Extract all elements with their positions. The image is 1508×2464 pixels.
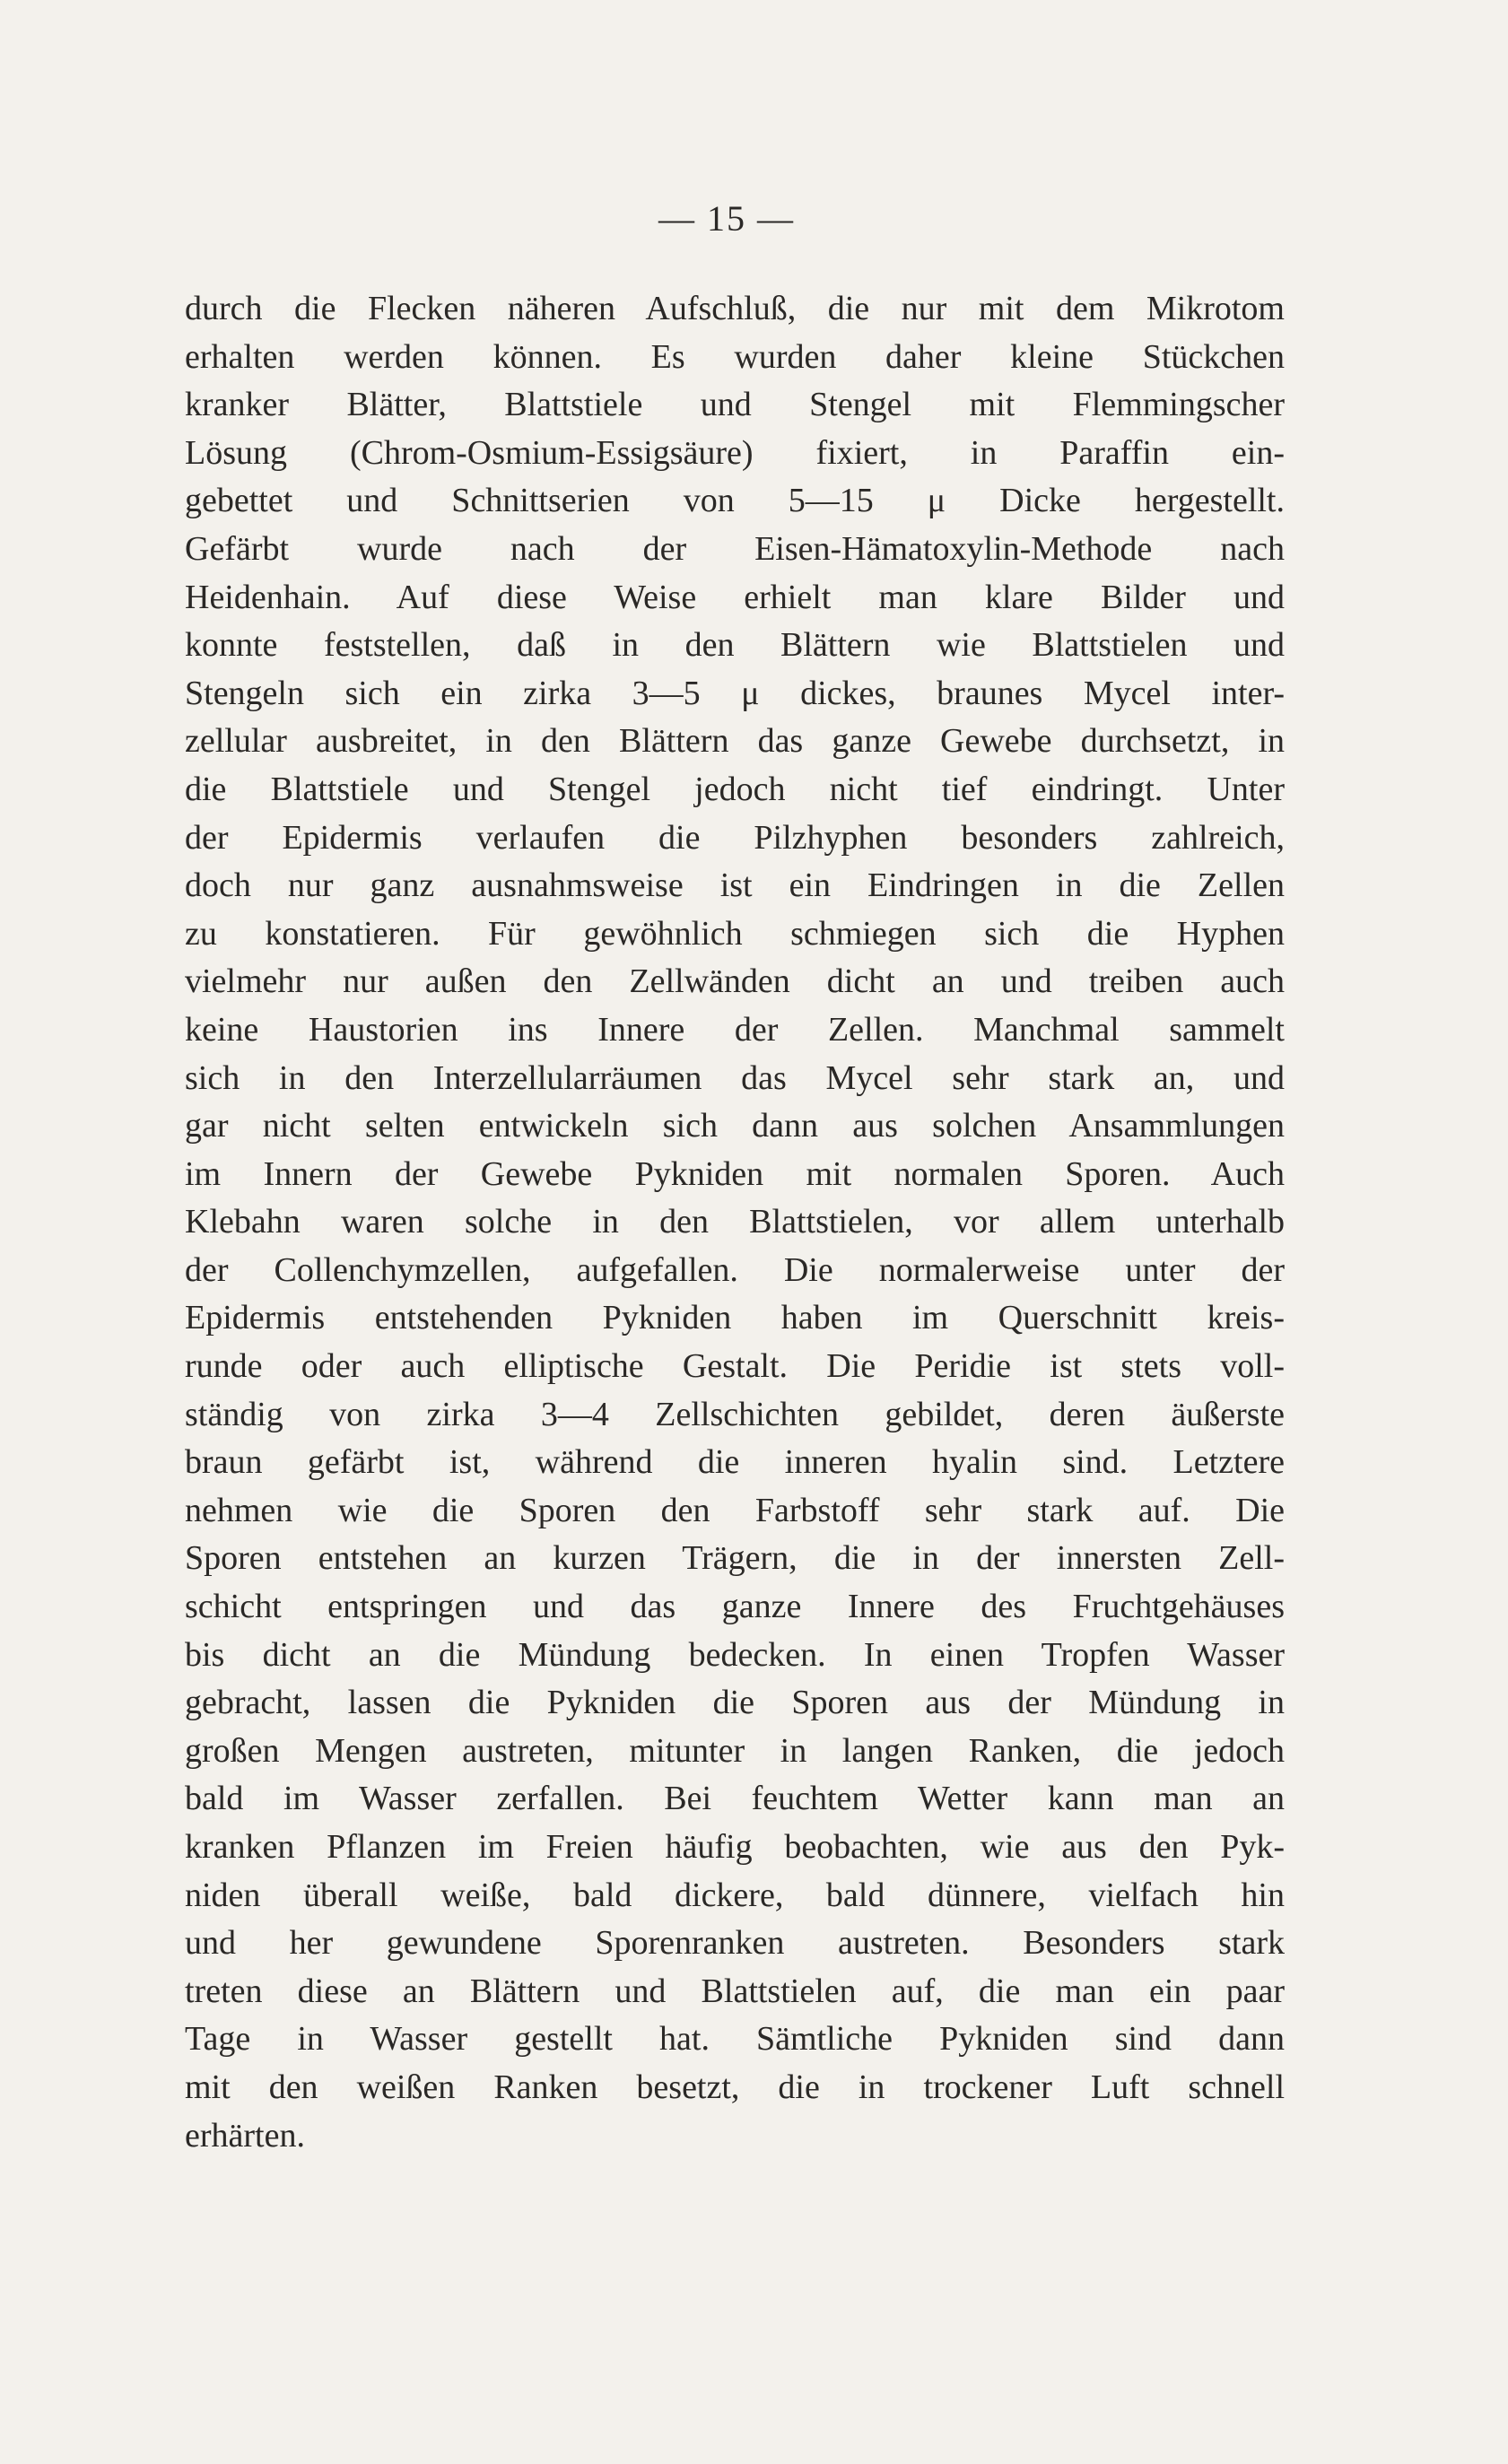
text-line: kranker Blätter, Blattstiele und Stengel mit Flemmingscher — [185, 386, 1285, 424]
text-line: Stengeln sich ein zirka 3—5 μ dickes, braunes Mycel inter- — [185, 674, 1285, 712]
text-line: kranken Pflanzen im Freien häufig beobachten, wie aus den Pyk- — [185, 1828, 1285, 1866]
text-line: zu konstatieren. Für gewöhnlich schmiegen sich die Hyphen — [185, 914, 1285, 953]
text-line: bald im Wasser zerfallen. Bei feuchtem Wetter kann man an — [185, 1780, 1285, 1818]
text-line: Heidenhain. Auf diese Weise erhielt man klare Bilder und — [185, 578, 1285, 616]
text-line: treten diese an Blättern und Blattstielen auf, die man ein paar — [185, 1972, 1285, 2010]
text-line: erhärten. — [185, 2116, 305, 2155]
text-line: konnte feststellen, daß in den Blättern wie Blattstielen und — [185, 626, 1285, 665]
page-number: — 15 — — [658, 198, 795, 239]
text-line: Epidermis entstehenden Pykniden haben im Querschnitt kreis- — [185, 1299, 1285, 1337]
text-line: sich in den Interzellularräumen das Mycel sehr stark an, und — [185, 1058, 1285, 1097]
text-line: erhalten werden können. Es wurden daher kleine Stückchen — [185, 337, 1285, 376]
text-line: zellular ausbreitet, in den Blättern das ganze Gewebe durchsetzt, in — [185, 722, 1285, 761]
text-line: gebettet und Schnittserien von 5—15 μ Dicke hergestellt. — [185, 482, 1285, 520]
text-line: die Blattstiele und Stengel jedoch nicht tief eindringt. Unter — [185, 770, 1285, 808]
text-line: vielmehr nur außen den Zellwänden dicht an und treiben auch — [185, 962, 1285, 1001]
text-line: braun gefärbt ist, während die inneren hyalin sind. Letztere — [185, 1443, 1285, 1482]
text-line: gar nicht selten entwickeln sich dann aus solchen Ansammlungen — [185, 1107, 1285, 1145]
text-line: runde oder auch elliptische Gestalt. Die Peridie ist stets voll- — [185, 1347, 1285, 1386]
text-line: der Collenchymzellen, aufgefallen. Die normalerweise unter der — [185, 1250, 1285, 1289]
text-line: im Innern der Gewebe Pykniden mit normalen Sporen. Auch — [185, 1154, 1285, 1193]
text-line: nehmen wie die Sporen den Farbstoff sehr stark auf. Die — [185, 1491, 1285, 1529]
text-line: großen Mengen austreten, mitunter in langen Ranken, die jedoch — [185, 1731, 1285, 1770]
text-line: Gefärbt wurde nach der Eisen-Hämatoxylin-Methode nach — [185, 529, 1285, 568]
text-line: keine Haustorien ins Innere der Zellen. Manchmal sammelt — [185, 1010, 1285, 1049]
text-line: gebracht, lassen die Pykniden die Sporen aus der Mündung in — [185, 1684, 1285, 1722]
text-line: mit den weißen Ranken besetzt, die in trockener Luft schnell — [185, 2068, 1285, 2106]
text-line: schicht entspringen und das ganze Innere des Fruchtgehäuses — [185, 1588, 1285, 1626]
text-line: niden überall weiße, bald dickere, bald dünnere, vielfach hin — [185, 1876, 1285, 1914]
text-line: Sporen entstehen an kurzen Trägern, die in der innersten Zell- — [185, 1539, 1285, 1578]
text-line: doch nur ganz ausnahmsweise ist ein Eindringen in die Zellen — [185, 866, 1285, 905]
text-line: der Epidermis verlaufen die Pilzhyphen besonders zahlreich, — [185, 818, 1285, 857]
body-text — [185, 285, 1285, 2160]
text-line: Klebahn waren solche in den Blattstielen, vor allem unterhalb — [185, 1203, 1285, 1241]
text-line: bis dicht an die Mündung bedecken. In einen Tropfen Wasser — [185, 1635, 1285, 1674]
text-line: und her gewundene Sporenranken austreten. Besonders stark — [185, 1924, 1285, 1963]
text-line: ständig von zirka 3—4 Zellschichten gebildet, deren äußerste — [185, 1395, 1285, 1433]
text-line: Tage in Wasser gestellt hat. Sämtliche Pykniden sind dann — [185, 2020, 1285, 2059]
text-line: Lösung (Chrom-Osmium-Essigsäure) fixiert, in Paraffin ein- — [185, 433, 1285, 472]
text-line: durch die Flecken näheren Aufschluß, die nur mit dem Mikrotom — [185, 290, 1285, 327]
